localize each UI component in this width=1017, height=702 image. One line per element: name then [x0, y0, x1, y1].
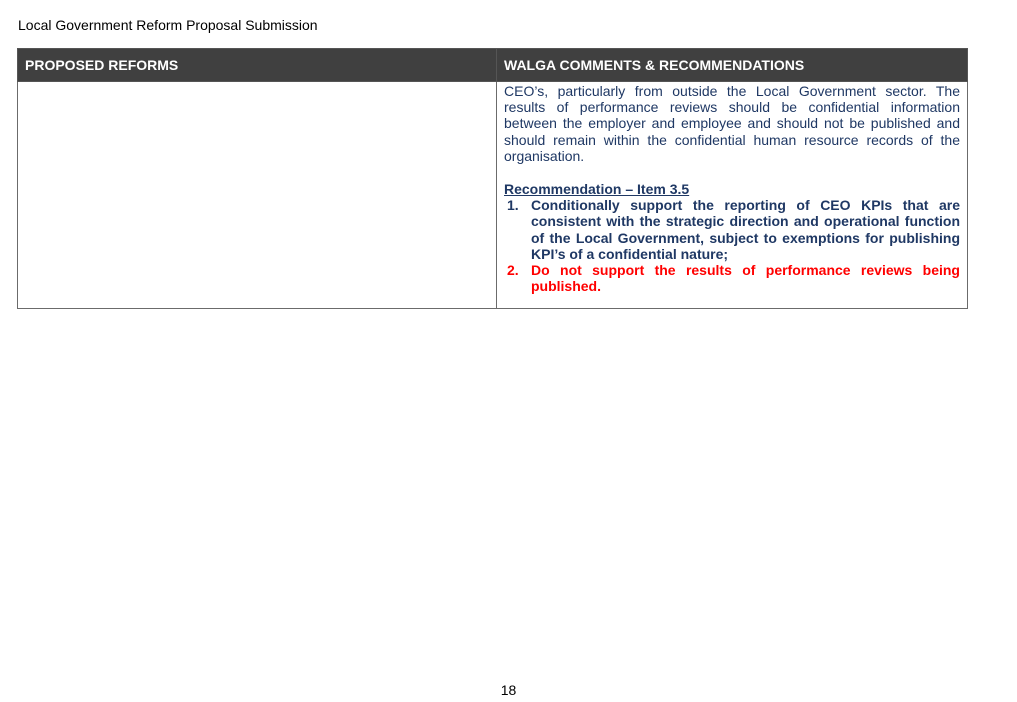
proposed-reforms-cell [18, 82, 497, 309]
recommendation-number: 2. [507, 262, 519, 279]
recommendation-list [504, 197, 960, 294]
table-row [18, 82, 968, 309]
reforms-table [17, 48, 968, 309]
walga-comments-cell [497, 82, 968, 309]
column-header-walga-comments: WALGA COMMENTS & RECOMMENDATIONS [497, 49, 968, 82]
recommendation-item-1 [504, 197, 960, 262]
recommendation-heading: Recommendation – Item 3.5 [504, 181, 690, 198]
recommendation-text: Do not support the results of performance reviews being published. [531, 262, 960, 295]
column-header-proposed-reforms: PROPOSED REFORMS [18, 49, 497, 82]
document-header-title: Local Government Reform Proposal Submission [18, 17, 318, 33]
recommendation-number: 1. [507, 197, 519, 214]
table-header-row [18, 49, 968, 82]
recommendation-text: Conditionally support the reporting of CEO KPIs that are consistent with the strategic direction and operational function of the Local Government, subject to exemptions for publishing KPI’s of a confidential nature; [531, 197, 960, 262]
recommendation-item-2 [504, 262, 960, 294]
comment-paragraph: CEO’s, particularly from outside the Local Government sector. The results of performance reviews should be confidential information between the employer and employee and should not be published and should remain within the confidential human resource records of the organisation. [504, 83, 960, 164]
page-number: 18 [500, 682, 517, 698]
